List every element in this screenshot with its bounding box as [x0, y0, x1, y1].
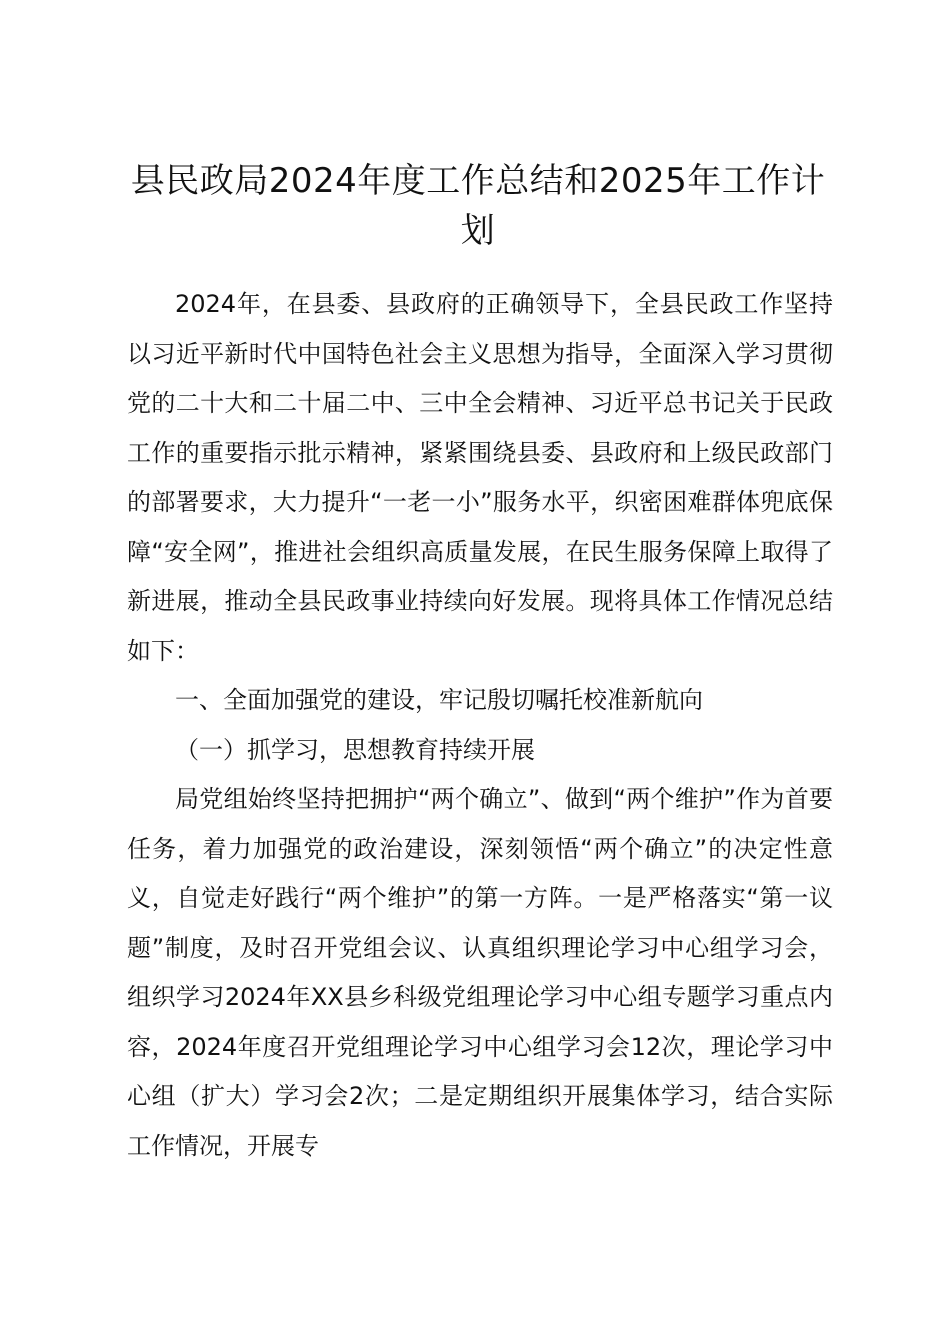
document-title: 县民政局2024年度工作总结和2025年工作计划 — [130, 161, 826, 251]
subsection-heading-1: （一）抓学习，思想教育持续开展 — [175, 735, 535, 764]
intro-paragraph: 2024年，在县委、县政府的正确领导下，全县民政工作坚持以习近平新时代中国特色社会主义思想为指导，全面深入学习贯彻党的二十大和二十届二中、三中全会精神、习近平总书记关于民政工作的重要指示批示精神，紧紧围绕县委、县政府和上级民政部门的部署要求，大力提升“一老一小”服务水平，织密困难群体兜底保障“安全网”，推进社会组织高质量发展，在民生服务保障上取得了新进展，推动全县民政事业持续向好发展。现将具体工作情况总结如下： — [127, 290, 833, 665]
section-heading-1: 一、全面加强党的建设，牢记殷切嘱托校准新航向 — [175, 686, 703, 714]
body-paragraph: 局党组始终坚持把拥护“两个确立”、做到“两个维护”作为首要任务，着力加强党的政治建设，深刻领悟“两个确立”的决定性意义，自觉走好践行“两个维护”的第一方阵。一是严格落实“第一议题”制度，及时召开党组会议、认真组织理论学习中心组学习会，组织学习2024年XX县乡科级党组理论学习中心组专题学习重点内容，2024年度召开党组理论学习中心组学习会12次，理论学习中心组（扩大）学习会2次；二是定期组织开展集体学习，结合实际工作情况，开展专 — [127, 785, 833, 1160]
document-body — [127, 280, 833, 1171]
